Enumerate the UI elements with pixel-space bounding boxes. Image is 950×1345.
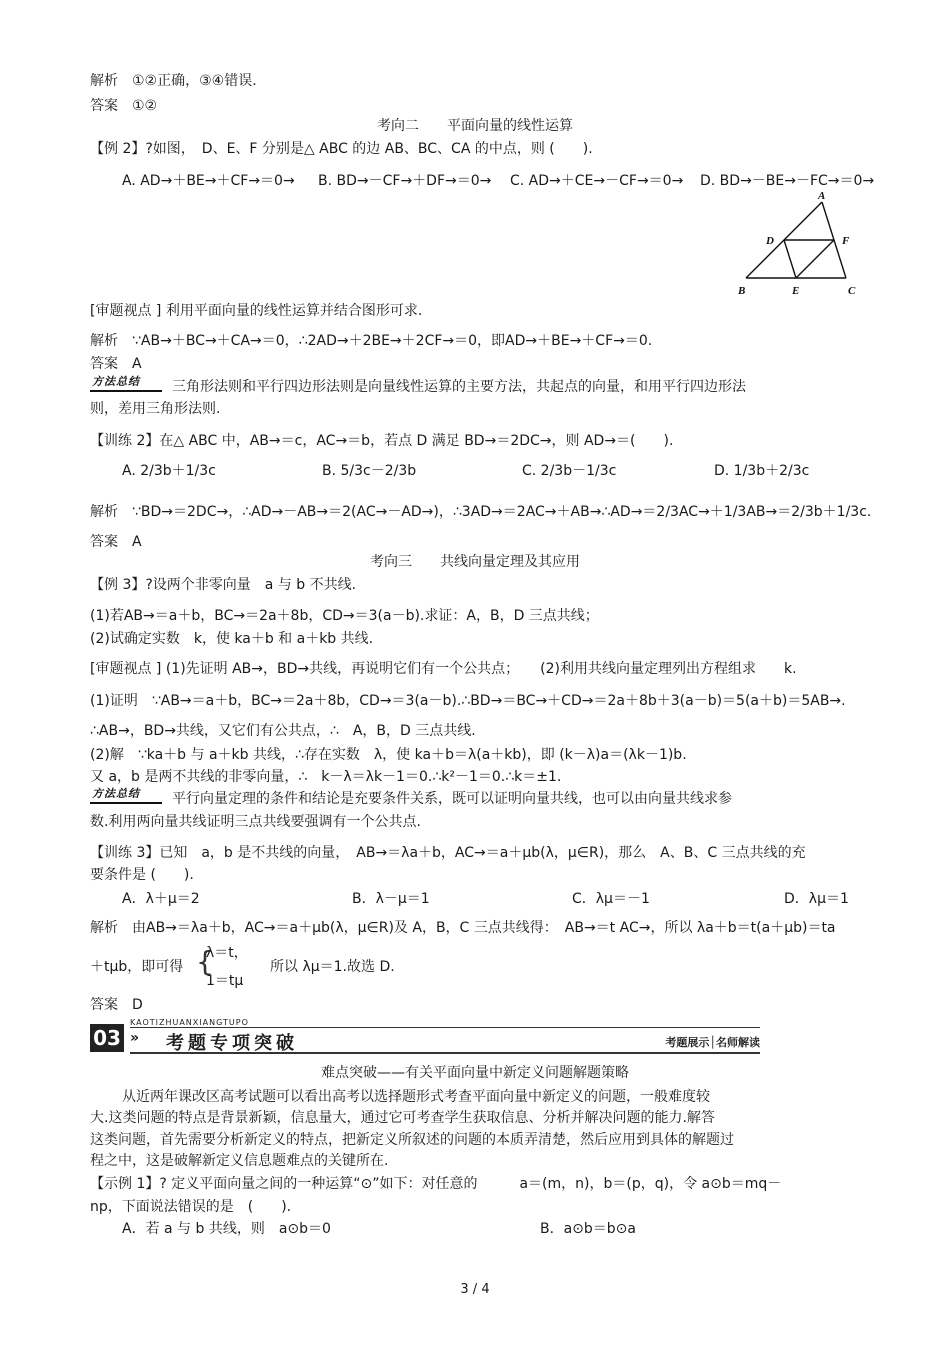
section-title: 考题专项突破: [166, 1033, 298, 1054]
triangle-figure: [736, 190, 866, 300]
analysis-cont: ＋tμb，即可得: [90, 959, 184, 975]
section-subtitle: 考题展示│名师解读: [665, 1036, 760, 1049]
option-a: A. 2/3b＋1/3c: [122, 463, 216, 479]
label-c: C: [848, 285, 856, 297]
brace-icon: {: [196, 945, 214, 978]
exercise-2: 【训练 2】在△ ABC 中，AB→＝c，AC→＝b，若点 D 满足 BD→＝2DC→，则 AD→＝( ).: [90, 433, 674, 449]
option-b: B. BD→－CF→＋DF→＝0→: [318, 173, 492, 189]
analysis-conclusion: 所以 λμ＝1.故选 D.: [270, 959, 395, 975]
example-demo-1-cont: np，下面说法错误的是 ( ).: [90, 1199, 292, 1215]
section-heading: 考向三 共线向量定理及其应用: [370, 554, 580, 570]
system-eq-2: 1＝tμ: [206, 973, 244, 989]
page-number: 3 / 4: [460, 1282, 490, 1297]
option-d: D. 1/3b＋2/3c: [714, 463, 810, 479]
solution-line: 又 a，b 是两不共线的非零向量，∴ k－λ＝λk－1＝0.∴k²－1＝0.∴k＝±1.: [90, 769, 562, 785]
option-c: C. AD→＋CE→－CF→＝0→: [510, 173, 684, 189]
method-summary-badge: 方法总结: [90, 786, 162, 804]
summary-text: 则，差用三角形法则.: [90, 401, 221, 417]
edge-de: [784, 240, 796, 278]
analysis-line: 解析 ∵BD→＝2DC→，∴AD→－AB→＝2(AC→－AD→)，∴3AD→＝2AC→＋AB→∴AD→＝2/3AC→＋1/3AB→＝2/3b＋1/3c.: [90, 504, 872, 520]
option-d: D．λμ＝1: [784, 891, 849, 907]
example-2: 【例 2】?如图， D、E、F 分别是△ ABC 的边 AB、BC、CA 的中点，则 ( ).: [90, 141, 593, 157]
paragraph-line: 从近两年课改区高考试题可以看出高考以选择题形式考查平面向量中新定义的问题，一般难度较: [122, 1089, 710, 1105]
label-d: D: [766, 235, 774, 247]
section-top-rule: [130, 1027, 760, 1028]
section-heading: 考向二 平面向量的线性运算: [377, 118, 573, 134]
review-point: [审题视点 ] 利用平面向量的线性运算并结合图形可求.: [90, 303, 423, 319]
label-b: B: [738, 285, 746, 297]
example-demo-1: 【示例 1】? 定义平面向量之间的一种运算“⊙”如下：对任意的 a＝(m，n)，b＝(p，q)，令 a⊙b＝mq－: [90, 1176, 782, 1192]
paragraph-line: 这类问题，首先需要分析新定义的特点，把新定义所叙述的问题的本质弄清楚，然后应用到具体的解题过: [90, 1132, 734, 1148]
double-arrow-icon: »: [130, 1030, 140, 1046]
edge-ef: [796, 240, 834, 278]
label-a: A: [818, 190, 826, 202]
proof-line: (1)证明 ∵AB→＝a＋b，BC→＝2a＋8b，CD→＝3(a－b).∴BD→＝BC→＋CD→＝2a＋8b＋3(a－b)＝5(a＋b)＝5AB→.: [90, 693, 846, 709]
system-eq-1: λ＝t，: [206, 945, 248, 961]
analysis-line: 解析 ∵AB→＋BC→＋CA→＝0，∴2AD→＋2BE→＋2CF→＝0，即AD→＋BE→＋CF→＝0.: [90, 333, 653, 349]
section-number: 03: [90, 1024, 124, 1052]
summary-text: 三角形法则和平行四边形法则是向量线性运算的主要方法，共起点的向量，和用平行四边形法: [172, 379, 746, 395]
exercise-3: 【训练 3】已知 a，b 是不共线的向量， AB→＝λa＋b，AC→＝a＋μb(λ，μ∈R)，那么 A、B、C 三点共线的充: [90, 845, 806, 861]
option-b: B. 5/3c－2/3b: [322, 463, 417, 479]
answer-line: 答案 A: [90, 534, 142, 550]
review-point: [审题视点 ] (1)先证明 AB→，BD→共线，再说明它们有一个公共点； (2)利用共线向量定理列出方程组求 k.: [90, 661, 797, 677]
topic-heading: 难点突破——有关平面向量中新定义问题解题策略: [321, 1065, 629, 1081]
method-summary-badge: 方法总结: [90, 374, 162, 392]
answer-line: 答案 D: [90, 997, 143, 1013]
example-3-part2: (2)试确定实数 k，使 ka＋b 和 a＋kb 共线.: [90, 631, 374, 647]
exercise-3-cont: 要条件是 ( ).: [90, 867, 194, 883]
analysis-line: 解析 ①②正确，③④错误.: [90, 73, 257, 89]
option-b: B．λ－μ＝1: [352, 891, 430, 907]
option-c: C. 2/3b－1/3c: [522, 463, 617, 479]
paragraph-line: 程之中，这是破解新定义信息题难点的关键所在.: [90, 1153, 389, 1169]
answer-line: 答案 ①②: [90, 98, 158, 114]
section-pinyin: KAOTIZHUANXIANGTUPO: [130, 1018, 249, 1027]
example-3: 【例 3】?设两个非零向量 a 与 b 不共线.: [90, 577, 357, 593]
section-banner: [90, 1018, 760, 1058]
example-3-part1: (1)若AB→＝a＋b，BC→＝2a＋8b，CD→＝3(a－b).求证：A，B，D 三点共线；: [90, 608, 599, 624]
option-a: A. AD→＋BE→＋CF→＝0→: [122, 173, 295, 189]
option-c: C．λμ＝－1: [572, 891, 650, 907]
proof-line: ∴AB→，BD→共线，又它们有公共点，∴ A，B，D 三点共线.: [90, 723, 476, 739]
answer-line: 答案 A: [90, 356, 142, 372]
option-a: A．λ＋μ＝2: [122, 891, 200, 907]
paragraph-line: 大.这类问题的特点是背景新颖，信息量大，通过它可考查学生获取信息、分析并解决问题的能力.解答: [90, 1110, 715, 1126]
solution-line: (2)解 ∵ka＋b 与 a＋kb 共线，∴存在实数 λ，使 ka＋b＝λ(a＋kb)，即 (k－λ)a＝(λk－1)b.: [90, 747, 687, 763]
label-f: F: [842, 235, 850, 247]
option-b: B．a⊙b＝b⊙a: [540, 1221, 636, 1237]
analysis-line: 解析 由AB→＝λa＋b，AC→＝a＋μb(λ，μ∈R)及 A，B，C 三点共线得： AB→＝t AC→，所以 λa＋b＝t(a＋μb)＝ta: [90, 920, 836, 936]
label-e: E: [792, 285, 800, 297]
section-bottom-rule: [130, 1052, 760, 1054]
summary-text: 平行向量定理的条件和结论是充要条件关系，既可以证明向量共线，也可以由向量共线求参: [172, 791, 732, 807]
option-a: A．若 a 与 b 共线，则 a⊙b＝0: [122, 1221, 331, 1237]
summary-text: 数.利用两向量共线证明三点共线要强调有一个公共点.: [90, 814, 421, 830]
option-d: D. BD→－BE→－FC→＝0→: [700, 173, 875, 189]
